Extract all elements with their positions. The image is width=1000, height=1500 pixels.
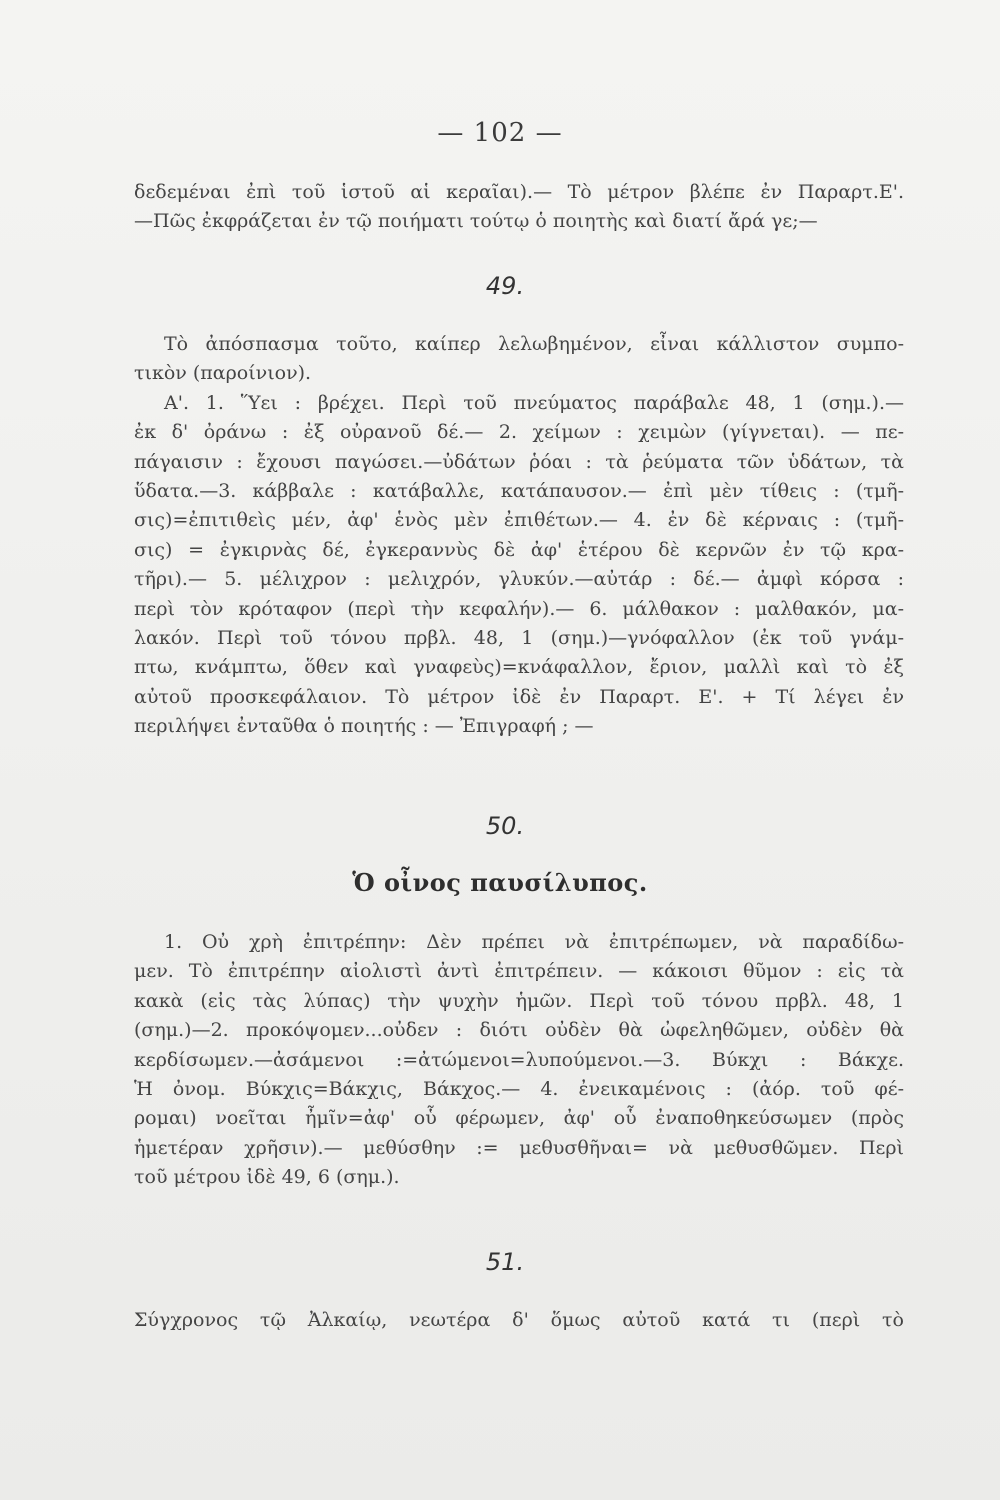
text-line: περιλήψει ἐνταῦθα ὁ ποιητής : — Ἐπιγραφή ; — bbox=[134, 715, 594, 738]
text-line: ρομαι) νοεῖται ἦμῖν=ἀφ' οὗ φέρωμεν, ἀφ' οὗ ἐναποθηκεύσωμεν (πρὸς bbox=[134, 1107, 904, 1130]
text-line: (σημ.)—2. προκόψομεν...οὐδεν : διότι οὐδὲν θὰ ὠφεληθῶμεν, οὐδὲν θὰ bbox=[134, 1019, 904, 1042]
text-line: κερδίσωμεν.—ἀσάμενοι :=ἀτώμενοι=λυπούμενοι.—3. Βύκχι : Βάκχε. bbox=[134, 1048, 904, 1071]
text-line: Ἡ ὀνομ. Βύκχις=Βάκχις, Βάκχος.— 4. ἐνεικαμένοις : (ἀόρ. τοῦ φέ- bbox=[134, 1077, 904, 1100]
text-line: πάγαισιν : ἔχουσι παγώσει.—ὐδάτων ῥόαι : τὰ ῥεύματα τῶν ὑδάτων, τὰ bbox=[134, 450, 904, 473]
text-line: περὶ τὸν κρόταφον (περὶ τὴν κεφαλήν).— 6. μάλθακον : μαλθακόν, μα- bbox=[134, 597, 904, 620]
text-line: Σύγχρονος τῷ Ἀλκαίῳ, νεωτέρα δ' ὅμως αὐτοῦ κατά τι (περὶ τὸ bbox=[134, 1309, 904, 1331]
page-number: — 102 — bbox=[437, 118, 563, 148]
text-line: τῆρι).— 5. μέλιχρον : μελιχρόν, γλυκύν.—αὐτάρ : δέ.— ἀμφὶ κόρσα : bbox=[134, 568, 904, 591]
text-line: μεν. Τὸ ἐπιτρέπην αἰολιστὶ ἀντὶ ἐπιτρέπειν. — κάκοισι θῦμον : εἰς τὰ bbox=[134, 960, 904, 983]
text-line: —Πῶς ἐκφράζεται ἐν τῷ ποιήματι τούτῳ ὁ ποιητὴς καὶ διατί ἄρά γε;— bbox=[134, 210, 818, 233]
text-line: σις)=ἐπιτιθεὶς μέν, ἀφ' ἑνὸς μὲν ἐπιθέτων.— 4. ἐν δὲ κέρναις : (τμῆ- bbox=[134, 509, 904, 532]
section-number-49: 49. bbox=[485, 272, 525, 300]
text-line: πτω, κνάμπτω, ὅθεν καὶ γναφεὺς)=κνάφαλλον, ἔριον, μαλλὶ καὶ τὸ ἐξ bbox=[134, 656, 904, 679]
text-line: κακὰ (εἰς τὰς λύπας) τὴν ψυχὴν ἡμῶν. Περὶ τοῦ τόνου πρβλ. 48, 1 bbox=[134, 989, 904, 1012]
text-line: 1. Οὐ χρὴ ἐπιτρέπην: Δὲν πρέπει νὰ ἐπιτρέπωμεν, νὰ παραδίδω- bbox=[164, 931, 904, 953]
section-51-text bbox=[134, 1306, 904, 1335]
text-line: Α'. 1. Ὕει : βρέχει. Περὶ τοῦ πνεύματος παράβαλε 48, 1 (σημ.).— bbox=[164, 391, 904, 414]
section-number-51: 51. bbox=[485, 1248, 525, 1276]
text-line: ἡμετέραν χρῆσιν).— μεθύσθην := μεθυσθῆναι= νὰ μεθυσθῶμεν. Περὶ bbox=[134, 1136, 904, 1159]
text-line: αὐτοῦ προσκεφάλαιον. Τὸ μέτρον ἰδὲ ἐν Παραρτ. Ε'. + Τί λέγει ἐν bbox=[134, 685, 904, 708]
poem-title: Ὁ οἶνος παυσίλυπος. bbox=[352, 868, 648, 897]
text-line: δεδεμέναι ἐπὶ τοῦ ἱστοῦ αἱ κεραῖαι).— Τὸ μέτρον βλέπε ἐν Παραρτ.Ε'. bbox=[134, 181, 904, 203]
text-line: τοῦ μέτρου ἰδὲ 49, 6 (σημ.). bbox=[134, 1166, 400, 1189]
text-line: ἐκ δ' ὀράνω : ἐξ οὐρανοῦ δέ.— 2. χείμων : χειμὼν (γίγνεται). — πε- bbox=[134, 421, 904, 444]
section-50-text bbox=[134, 928, 904, 1193]
text-line: σις) = ἐγκιρνὰς δέ, ἐγκεραννὺς δὲ ἀφ' ἑτέρου δὲ κερνῶν ἐν τῷ κρα- bbox=[134, 538, 904, 561]
section-49-text bbox=[134, 330, 904, 741]
section-number-50: 50. bbox=[485, 812, 525, 840]
text-line: ὕδατα.—3. κάββαλε : κατάβαλλε, κατάπαυσον.— ἐπὶ μὲν τίθεις : (τμῆ- bbox=[134, 479, 904, 502]
text-line: Τὸ ἀπόσπασμα τοῦτο, καίπερ λελωβημένον, εἶναι κάλλιστον συμπο- bbox=[164, 333, 904, 355]
intro-paragraph bbox=[134, 178, 904, 237]
text-line: λακόν. Περὶ τοῦ τόνου πρβλ. 48, 1 (σημ.)—γνόφαλλον (ἐκ τοῦ γνάμ- bbox=[134, 626, 904, 649]
text-line: τικὸν (παροίνιον). bbox=[134, 362, 312, 385]
